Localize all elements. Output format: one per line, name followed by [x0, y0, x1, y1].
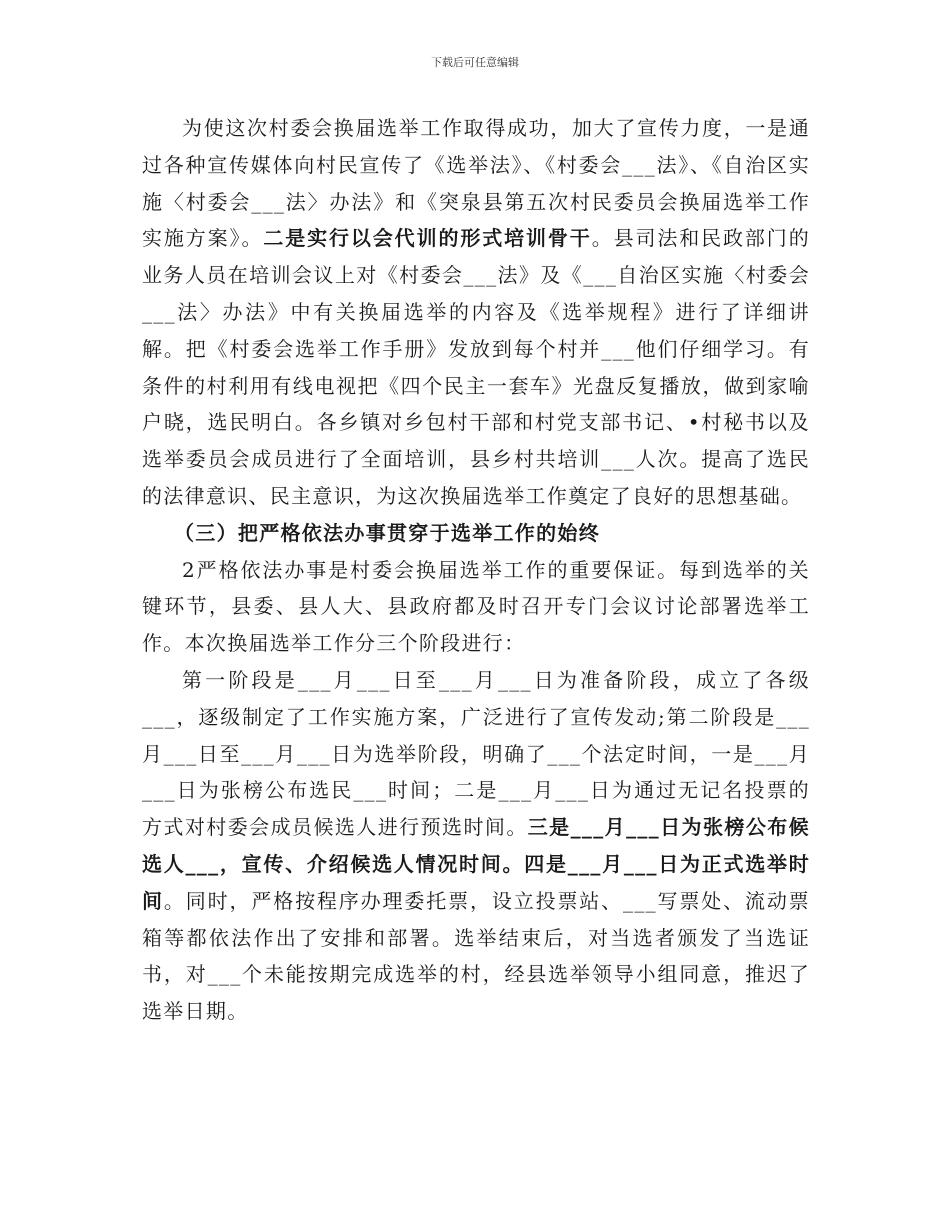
paragraph-publicity: [142, 110, 810, 515]
paragraph-lawful: 2严格依法办事是村委会换届选举工作的重要保证。每到选举的关键环节，县委、县人大、县政府都及时召开专门会议讨论部署选举工作。本次换届选举工作分三个阶段进行：: [142, 557, 810, 656]
paragraph-text: 。县司法和民政部门的业务人员在培训会议上对《村委会___法》及《___自治区实施〈村委会___法〉办法》中有关换届选举的内容及《选举规程》进行了详细讲解。把《村委会选举工作手册》发放到每个村并___他们仔细学习。有条件的村利用有线电视把《四个民主一套车》光盘反复播放，做到家喻户晓，选民明白。各乡镇对乡包村干部和村党支部书记、•村秘书以及选举委员会成员进行了全面培训，县乡村共培训___人次。提高了选民的法律意识、民主意识，为这次换届选举工作奠定了良好的思想基础。: [142, 226, 810, 508]
bold-phrase: 三是___月___日为张榜公布候选人___，宣传、介绍候选人情况时间。四是___月___日为正式选举时间: [142, 815, 810, 913]
paragraph-text: 。同时，严格按程序办理委托票，设立投票站、___写票处、流动票箱等都依法作出了安排和部署。选举结束后，对当选者颁发了当选证书，对___个未能按期完成选举的村，经县选举领导小组同意，推迟了选举日期。: [142, 888, 810, 1024]
paragraph-stages: [142, 662, 810, 1030]
section-heading: （三）把严格依法办事贯穿于选举工作的始终: [174, 520, 600, 545]
paragraph-text: 第一阶段是___月___日至___月___日为准备阶段，成立了各级___，逐级制定了工作实施方案，广泛进行了宣传发动;第二阶段是___月___日至___月___日为选举阶段，明确了___个法定时间，一是___月___日为张榜公布选民___时间；二是___月___日为通过无记名投票的方式对村委会成员候选人进行预选时间。: [142, 667, 810, 840]
bold-phrase: 二是实行以会代训的形式培训骨干: [263, 226, 592, 251]
paragraph-text: 为使这次村委会换届选举工作取得成功，加大了宣传力度，一是通过各种宣传媒体向村民宣传了《选举法》、《村委会___法》、《自治区实施〈村委会___法〉办法》和《突泉县第五次村民委员会换届选举工作实施方案》。: [142, 116, 810, 251]
document-body: [142, 110, 810, 1030]
page-header: 下载后可任意编辑: [431, 56, 519, 69]
